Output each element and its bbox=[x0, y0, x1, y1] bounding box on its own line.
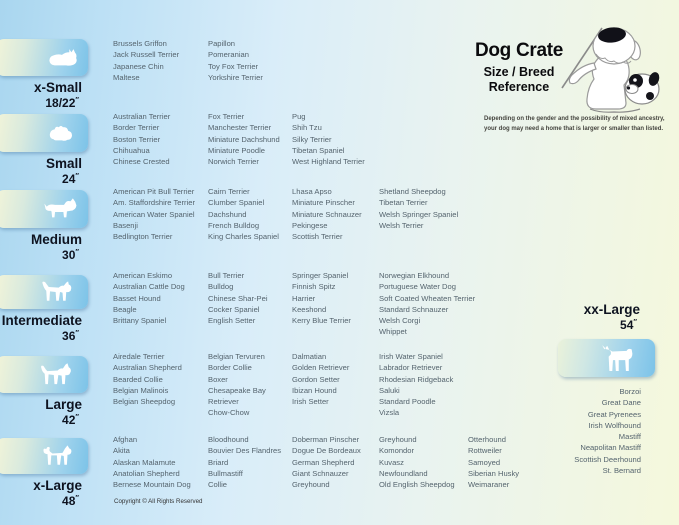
breed-item: Boxer bbox=[208, 374, 228, 384]
breed-item: Golden Retriever bbox=[292, 363, 350, 373]
great-dane-silhouette-icon bbox=[595, 342, 641, 374]
note-line-1: Depending on the gender and the possibility of mixed ancestry, bbox=[484, 116, 665, 122]
breed-item: Shetland Sheepdog bbox=[379, 187, 446, 196]
breed-column bbox=[208, 186, 279, 242]
size-category-x-small bbox=[0, 39, 92, 110]
breed-item: Belgian Tervuren bbox=[208, 352, 265, 361]
breed-column bbox=[208, 270, 268, 326]
breed-item: Newfoundland bbox=[379, 468, 428, 478]
breed-item: Australian Shepherd bbox=[113, 363, 182, 373]
breed-column bbox=[113, 270, 185, 326]
breed-column bbox=[292, 270, 351, 326]
breed-item: Keeshond bbox=[292, 304, 327, 314]
breed-item: West Highland Terrier bbox=[292, 157, 365, 167]
breed-item: Whippet bbox=[379, 327, 407, 337]
breed-item: French Bulldog bbox=[208, 220, 260, 230]
breed-item: Greyhound bbox=[292, 480, 330, 490]
breed-item: Cocker Spaniel bbox=[208, 304, 260, 314]
breed-item: King Charles Spaniel bbox=[208, 232, 279, 242]
size-inches: 36″ bbox=[62, 328, 79, 343]
breed-item: Scottish Deerhound bbox=[574, 454, 641, 464]
breed-item: Papillon bbox=[208, 39, 236, 48]
breed-item: Neapolitan Mastiff bbox=[580, 443, 641, 453]
breed-item: Labrador Retriever bbox=[379, 363, 443, 373]
breed-item: Chesapeake Bay Retriever bbox=[208, 385, 266, 407]
breed-column bbox=[292, 186, 362, 242]
size-inches: 24″ bbox=[62, 171, 79, 186]
breed-item: Dalmatian bbox=[292, 352, 327, 361]
breed-item: Springer Spaniel bbox=[292, 271, 349, 280]
breed-item: Portuguese Water Dog bbox=[379, 282, 456, 292]
size-category-small bbox=[0, 114, 92, 186]
breed-item: Border Collie bbox=[208, 363, 252, 373]
size-label: Small bbox=[45, 156, 82, 171]
breed-item: Ibizan Hound bbox=[292, 385, 337, 395]
breed-item: Siberian Husky bbox=[468, 468, 520, 478]
breed-item: Borzoi bbox=[619, 387, 641, 396]
breed-item: German Shepherd bbox=[292, 457, 355, 467]
breed-item: Komondor bbox=[379, 446, 415, 456]
breed-item: St. Bernard bbox=[602, 466, 641, 476]
breed-item: Cairn Terrier bbox=[208, 187, 250, 196]
breed-item: Collie bbox=[208, 480, 227, 490]
breed-item: Toy Fox Terrier bbox=[208, 61, 259, 71]
instructor-dogs-illustration bbox=[556, 20, 668, 116]
size-box bbox=[0, 275, 88, 309]
breed-item: Bernese Mountain Dog bbox=[113, 480, 191, 490]
breed-item: Tibetan Terrier bbox=[379, 198, 428, 208]
breed-item: Otterhound bbox=[468, 435, 506, 444]
breed-item: Australian Cattle Dog bbox=[113, 282, 185, 292]
breed-column bbox=[292, 111, 365, 167]
size-inches: 42″ bbox=[62, 412, 79, 427]
breed-item: Greyhound bbox=[379, 435, 417, 444]
breed-column bbox=[113, 38, 179, 83]
retriever-dog-silhouette-icon bbox=[38, 362, 80, 388]
breed-column bbox=[113, 351, 182, 407]
breed-item: Dachshund bbox=[208, 209, 247, 219]
breed-item: Bedlington Terrier bbox=[113, 232, 173, 242]
breed-column bbox=[113, 186, 195, 242]
breed-column bbox=[208, 111, 280, 167]
size-label: Large bbox=[45, 397, 82, 412]
breed-item: Pomeranian bbox=[208, 50, 249, 60]
breed-column bbox=[292, 434, 361, 490]
breed-item: Chinese Crested bbox=[113, 157, 170, 167]
breed-column bbox=[379, 186, 458, 231]
subtitle-line-2: Reference bbox=[488, 79, 550, 94]
size-category-medium bbox=[0, 190, 92, 262]
note-line-2: your dog may need a home that is larger or smaller than listed. bbox=[484, 125, 664, 132]
yorkie-dog-silhouette-icon bbox=[46, 47, 80, 68]
breed-item: Welsh Terrier bbox=[379, 220, 424, 230]
breed-column bbox=[113, 111, 170, 167]
breed-column bbox=[208, 434, 281, 490]
size-label: x-Small bbox=[33, 80, 82, 95]
breed-item: Belgian Malinois bbox=[113, 385, 169, 395]
breed-item: Old English Sheepdog bbox=[379, 480, 455, 490]
breed-item: Samoyed bbox=[468, 457, 501, 467]
breed-item: Maltese bbox=[113, 72, 140, 82]
size-category-intermediate bbox=[0, 275, 92, 343]
breed-item: Airedale Terrier bbox=[113, 352, 165, 361]
breed-item: Briard bbox=[208, 457, 229, 467]
breed-item: Rhodesian Ridgeback bbox=[379, 374, 454, 384]
size-category-x-large bbox=[0, 438, 92, 508]
breed-item: Miniature Poodle bbox=[208, 145, 265, 155]
breed-item: Silky Terrier bbox=[292, 134, 332, 144]
size-box bbox=[0, 356, 88, 393]
size-label: Intermediate bbox=[1, 313, 82, 328]
breed-item: Belgian Sheepdog bbox=[113, 397, 176, 407]
breed-item: Pug bbox=[292, 112, 306, 121]
breed-item: American Water Spaniel bbox=[113, 209, 195, 219]
breed-item: Am. Staffordshire Terrier bbox=[113, 198, 196, 208]
breed-item: Fox Terrier bbox=[208, 112, 245, 121]
breed-item: Yorkshire Terrier bbox=[208, 72, 263, 82]
breed-item: Kerry Blue Terrier bbox=[292, 316, 351, 326]
breed-item: Brittany Spaniel bbox=[113, 316, 167, 326]
breed-item: Bouvier Des Flandres bbox=[208, 446, 282, 456]
breed-column bbox=[208, 38, 263, 83]
xx-large-size-box bbox=[558, 339, 655, 377]
breed-column bbox=[113, 434, 191, 490]
breed-item: Manchester Terrier bbox=[208, 123, 272, 133]
size-inches: 48″ bbox=[62, 493, 79, 508]
breed-item: Giant Schnauzer bbox=[292, 468, 349, 478]
breed-item: Irish Water Spaniel bbox=[379, 352, 443, 361]
size-inches: 54″ bbox=[620, 317, 637, 332]
breed-column bbox=[468, 434, 519, 490]
breed-item: Doberman Pinscher bbox=[292, 435, 360, 444]
breed-item: Scottish Terrier bbox=[292, 232, 343, 242]
breed-item: Australian Terrier bbox=[113, 112, 171, 121]
breed-item: Beagle bbox=[113, 304, 137, 314]
breed-item: Irish Setter bbox=[292, 397, 329, 407]
breed-item: Welsh Corgi bbox=[379, 316, 421, 326]
breed-column bbox=[292, 351, 349, 407]
size-label: xx-Large bbox=[583, 302, 640, 317]
breed-item: Great Dane bbox=[601, 398, 641, 408]
breed-item: American Eskimo bbox=[113, 271, 173, 280]
breed-item: Border Terrier bbox=[113, 123, 160, 133]
shihtzu-dog-silhouette-icon bbox=[46, 123, 80, 144]
breed-item: Bull Terrier bbox=[208, 271, 245, 280]
breed-item: Jack Russell Terrier bbox=[113, 50, 180, 60]
breed-item: Welsh Springer Spaniel bbox=[379, 209, 459, 219]
breed-item: Standard Poodle bbox=[379, 397, 436, 407]
breed-item: Miniature Pinscher bbox=[292, 198, 355, 208]
subtitle-line-1: Size / Breed bbox=[483, 65, 555, 79]
size-box bbox=[0, 114, 88, 152]
page-title: Dog Crate bbox=[474, 40, 564, 61]
breed-item: Bulldog bbox=[208, 282, 234, 292]
breed-item: Gordon Setter bbox=[292, 374, 340, 384]
breed-item: Anatolian Shepherd bbox=[113, 468, 180, 478]
breed-item: Boston Terrier bbox=[113, 134, 161, 144]
setter-dog-silhouette-icon bbox=[40, 280, 80, 305]
breed-item: Tibetan Spaniel bbox=[292, 145, 345, 155]
breed-item: Basset Hound bbox=[113, 293, 161, 303]
breed-item: Chihuahua bbox=[113, 145, 150, 155]
breed-item: Alaskan Malamute bbox=[113, 457, 176, 467]
breed-item: Norwich Terrier bbox=[208, 157, 259, 167]
breed-item: Mastiff bbox=[618, 432, 641, 442]
breed-item: Dogue De Bordeaux bbox=[292, 446, 361, 456]
xx-large-category bbox=[584, 302, 640, 332]
size-inches: 18/22″ bbox=[45, 95, 79, 110]
breed-item: Kuvasz bbox=[379, 457, 404, 467]
size-box bbox=[0, 39, 88, 76]
breed-item: Clumber Spaniel bbox=[208, 198, 265, 208]
xx-large-breed-list bbox=[574, 386, 641, 476]
breed-item: Bullmastiff bbox=[208, 468, 243, 478]
breed-item: Rottweiler bbox=[468, 446, 502, 456]
breed-item: Weimaraner bbox=[468, 480, 510, 490]
husky-dog-silhouette-icon bbox=[40, 444, 80, 469]
size-label: x-Large bbox=[33, 478, 82, 493]
breed-item: Standard Schnauzer bbox=[379, 304, 449, 314]
size-label: Medium bbox=[30, 232, 82, 247]
breed-item: Lhasa Apso bbox=[292, 187, 332, 196]
breed-item: Shih Tzu bbox=[292, 123, 322, 133]
breed-item: Miniature Schnauzer bbox=[292, 209, 362, 219]
size-box bbox=[0, 438, 88, 474]
breed-item: Pekingese bbox=[292, 220, 328, 230]
breed-item: Norwegian Elkhound bbox=[379, 271, 450, 280]
size-category-large bbox=[0, 356, 92, 427]
breed-item: English Setter bbox=[208, 316, 256, 326]
breed-column bbox=[379, 351, 453, 419]
copyright-text: Copyright © All Rights Reserved bbox=[114, 498, 203, 505]
breed-item: Vizsla bbox=[379, 408, 400, 418]
breed-item: Finnish Spitz bbox=[292, 282, 336, 292]
breed-item: Afghan bbox=[113, 435, 138, 444]
breed-item: Soft Coated Wheaten Terrier bbox=[379, 293, 476, 303]
breed-column bbox=[379, 270, 475, 338]
size-inches: 30″ bbox=[62, 247, 79, 262]
breed-item: Great Pyrenees bbox=[587, 409, 641, 419]
breed-column bbox=[379, 434, 455, 490]
breed-item: Bearded Collie bbox=[113, 374, 163, 384]
breed-item: Chinese Shar-Pei bbox=[208, 293, 268, 303]
breed-item: Saluki bbox=[379, 385, 400, 395]
breed-item: Bloodhound bbox=[208, 435, 249, 444]
breed-item: Irish Wolfhound bbox=[588, 420, 641, 430]
breed-item: Miniature Dachshund bbox=[208, 134, 280, 144]
terrier-dog-silhouette-icon bbox=[42, 197, 80, 221]
breed-item: Akita bbox=[113, 446, 130, 456]
breed-item: Brussels Griffon bbox=[113, 39, 167, 48]
breed-item: Harrier bbox=[292, 293, 316, 303]
breed-item: American Pit Bull Terrier bbox=[113, 187, 195, 196]
breed-item: Chow-Chow bbox=[208, 408, 250, 418]
breed-item: Japanese Chin bbox=[113, 61, 164, 71]
size-box bbox=[0, 190, 88, 228]
breed-column bbox=[208, 351, 282, 419]
disclaimer-note bbox=[484, 115, 669, 134]
breed-item: Basenji bbox=[113, 220, 138, 230]
